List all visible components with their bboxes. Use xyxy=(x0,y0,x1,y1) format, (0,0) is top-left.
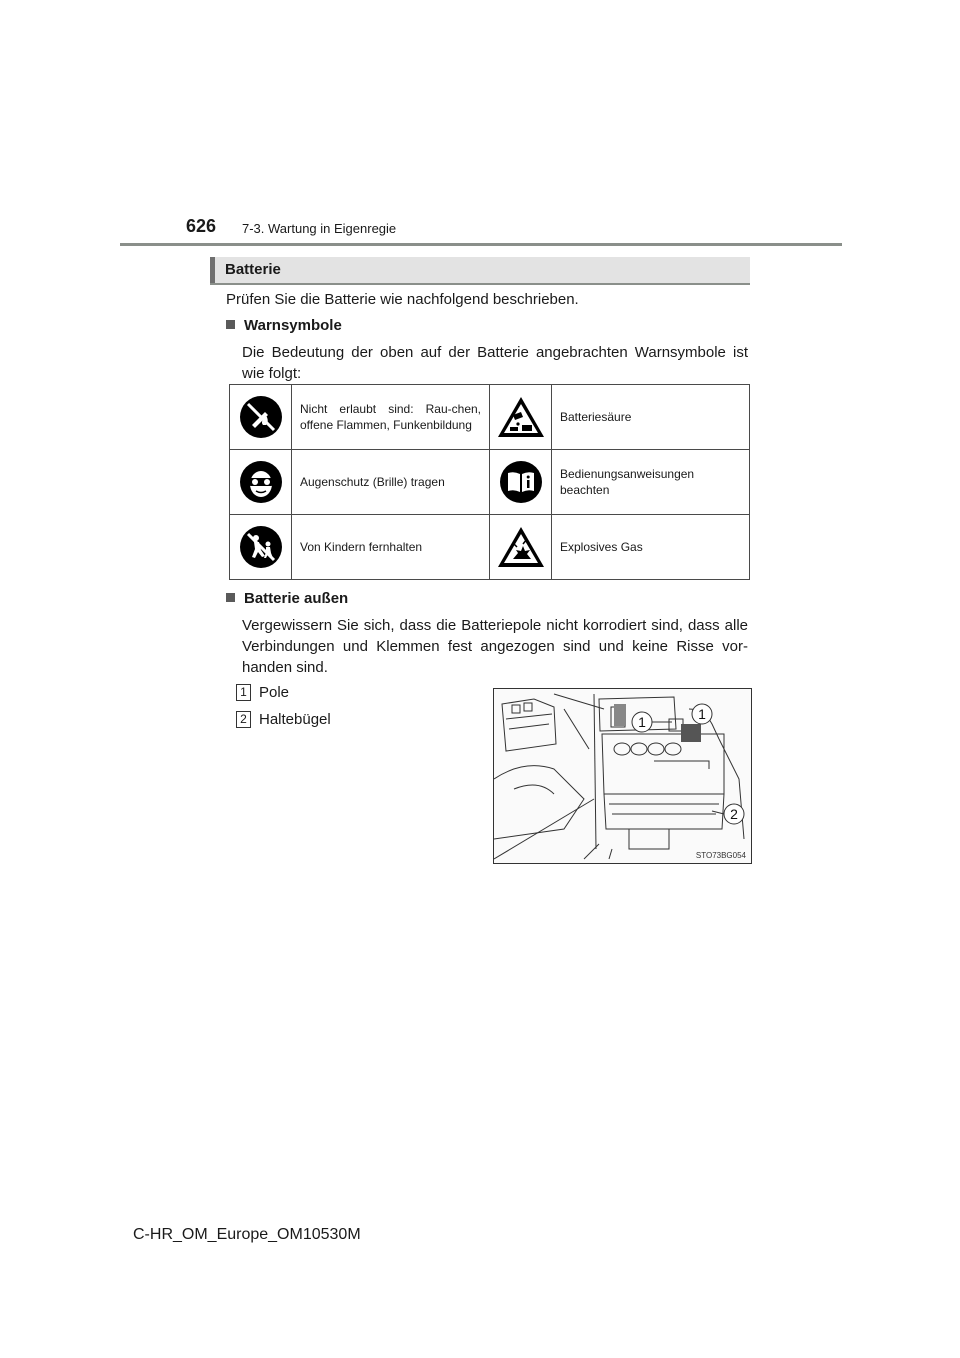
section-heading: Batterie xyxy=(225,261,281,278)
figure-marker-1: 1 xyxy=(638,714,646,730)
explosive-gas-icon xyxy=(496,525,546,569)
batterie-aussen-description: Vergewissern Sie sich, dass die Batteriepole nicht korrodiert sind, dass alle Verbindungen und Klemmen fest angezogen sind und keine Risse vor-handen sind. xyxy=(242,617,748,676)
table-cell-icon xyxy=(490,515,552,580)
callout-number: 1 xyxy=(236,684,251,701)
table-cell-icon xyxy=(230,450,292,515)
header-divider xyxy=(120,243,842,246)
battery-illustration xyxy=(493,688,752,864)
table-cell-icon xyxy=(230,515,292,580)
callout-item xyxy=(236,711,331,728)
keep-away-children-icon xyxy=(239,525,283,569)
table-cell-icon xyxy=(230,385,292,450)
callout-label: Pole xyxy=(259,684,290,701)
battery-diagram xyxy=(494,689,751,863)
warnsymbole-heading xyxy=(226,317,342,334)
eye-protection-icon xyxy=(239,460,283,504)
footer-doc-id: C-HR_OM_Europe_OM10530M xyxy=(133,1226,361,1243)
table-cell-text: Nicht erlaubt sind: Rau-chen, offene Flammen, Funkenbildung xyxy=(292,385,490,450)
table-cell-text: Explosives Gas xyxy=(552,515,750,580)
page-number: 626 xyxy=(186,216,217,236)
table-cell-text: Von Kindern fernhalten xyxy=(292,515,490,580)
figure-code: STO73BG054 xyxy=(695,851,746,860)
table-row xyxy=(230,515,750,580)
warnsymbole-heading-text: Warnsymbole xyxy=(244,317,342,334)
intro-text: Prüfen Sie die Batterie wie nachfolgend beschrieben. xyxy=(226,291,579,308)
table-cell-icon xyxy=(490,450,552,515)
section-heading-bar xyxy=(210,257,215,283)
callout-number: 2 xyxy=(236,711,251,728)
section-title: 7-3. Wartung in Eigenregie xyxy=(242,221,397,236)
table-cell-text: Bedienungsanweisungen beachten xyxy=(552,450,750,515)
table-cell-icon xyxy=(490,385,552,450)
table-cell-text: Batteriesäure xyxy=(552,385,750,450)
batterie-aussen-heading-text: Batterie außen xyxy=(244,590,349,607)
table-row xyxy=(230,385,750,450)
warning-symbols-table xyxy=(229,384,750,580)
figure-marker-2: 2 xyxy=(730,806,738,822)
no-smoking-flames-icon xyxy=(239,395,283,439)
section-heading-box xyxy=(210,257,750,285)
battery-acid-icon xyxy=(496,395,546,439)
table-row xyxy=(230,450,750,515)
figure-marker-1b: 1 xyxy=(698,706,706,722)
bullet-square-icon xyxy=(226,593,235,602)
bullet-square-icon xyxy=(226,320,235,329)
callout-label: Haltebügel xyxy=(259,711,331,728)
callout-item xyxy=(236,684,289,701)
warnsymbole-description: Die Bedeutung der oben auf der Batterie angebrachten Warnsymbole ist wie folgt: xyxy=(242,344,748,382)
batterie-aussen-heading xyxy=(226,590,348,607)
read-manual-icon xyxy=(499,460,543,504)
table-cell-text: Augenschutz (Brille) tragen xyxy=(292,450,490,515)
